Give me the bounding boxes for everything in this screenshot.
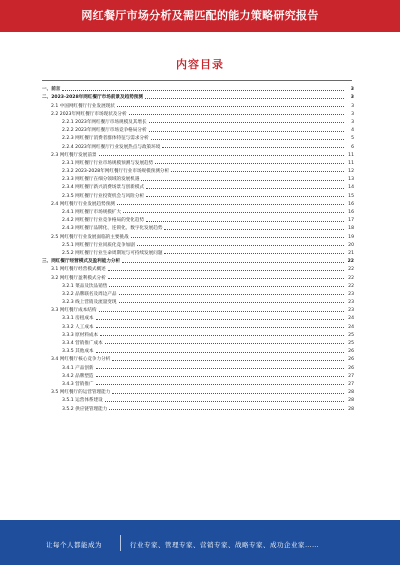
toc-leader-dots [109, 286, 344, 287]
toc-leader-dots [123, 212, 344, 213]
toc-leader-dots [137, 245, 344, 246]
toc-leader-dots [164, 229, 344, 230]
toc-leader-dots [155, 163, 344, 164]
toc-leader-dots [112, 393, 344, 394]
toc-entry-page: 5 [351, 136, 354, 142]
toc-leader-dots [99, 311, 344, 312]
toc-leader-dots [146, 221, 344, 222]
toc-entry-page: 27 [348, 373, 354, 379]
toc-entry[interactable] [42, 354, 354, 362]
toc-entry[interactable] [42, 174, 354, 182]
toc-leader-dots [164, 253, 344, 254]
toc-entry-page: 21 [348, 250, 354, 256]
toc-entry[interactable] [42, 92, 354, 100]
toc-entry-page: 20 [348, 242, 354, 248]
toc-leader-dots [162, 147, 344, 148]
toc-entry-page: 18 [348, 226, 354, 232]
toc-entry-label: 2.5.2 网红餐厅行业生命周期短与可持续发展问题 [62, 250, 163, 256]
toc-entry-page: 26 [348, 365, 354, 371]
toc-entry-page: 28 [348, 406, 354, 412]
toc-entry[interactable] [42, 141, 354, 149]
toc-entry-page: 12 [348, 169, 354, 175]
toc-leader-dots [100, 335, 344, 336]
toc-entry-label: 3.3.5 其他成本 [62, 349, 94, 355]
toc-entry-label: 3.4.1 产品创新 [62, 365, 94, 371]
toc-entry-label: 2.2.4 2023年网红餐厅行业发展热点与政策环境 [62, 144, 161, 150]
toc-entry[interactable] [42, 371, 354, 379]
toc-leader-dots [96, 384, 344, 385]
toc-entry-label: 3.4.2 品牌塑造 [62, 373, 94, 379]
toc-entry-label: 2.3 网红餐厅发展前景 [51, 152, 97, 158]
toc-entry-page: 13 [348, 177, 354, 183]
toc-leader-dots [171, 171, 344, 172]
toc-entry[interactable] [42, 313, 354, 321]
toc-entry-label: 3.2 网红餐厅盈利模式分析 [51, 275, 106, 281]
toc-entry-page: 25 [348, 332, 354, 338]
toc-entry-page: 26 [348, 357, 354, 363]
toc-title: 内容目录 [176, 58, 224, 71]
toc-leader-dots [145, 98, 344, 99]
toc-entry-page: 22 [347, 259, 354, 265]
toc-entry-label: 3.3.4 营销推广成本 [62, 341, 103, 346]
toc-leader-dots [122, 262, 344, 263]
toc-entry-page: 11 [348, 152, 354, 158]
toc-entry-label: 一、前言 [42, 87, 61, 93]
toc-entry-page: 22 [348, 267, 354, 273]
toc-leader-dots [96, 376, 344, 377]
toc-entry[interactable] [42, 379, 354, 387]
toc-leader-dots [119, 302, 345, 303]
toc-entry[interactable] [42, 281, 354, 289]
toc-entry-label: 3.2.3 线上营销及流量变现 [62, 300, 117, 306]
toc-leader-dots [96, 352, 344, 353]
toc-entry-label: 3.2.2 品牌联名及周边产品 [62, 291, 117, 297]
toc-entry-page: 19 [348, 234, 354, 240]
toc-entry-label: 3.5.1 运营体系建设 [62, 398, 103, 404]
footer-slogan-left: 让每个人都能成为 [46, 541, 102, 549]
toc-entry-page: 24 [348, 316, 354, 322]
toc-entry[interactable] [42, 264, 354, 272]
toc-entry[interactable] [42, 125, 354, 133]
toc-entry-label: 2.2.3 网红餐厅消费者群体特征与需求分析 [62, 136, 149, 142]
toc-entry[interactable] [42, 403, 354, 411]
toc-entry-label: 2.5.1 网红餐厅行业同质化竞争加剧 [62, 242, 135, 248]
toc-entry[interactable] [42, 305, 354, 313]
toc-leader-dots [96, 368, 344, 369]
toc-leader-dots [108, 278, 344, 279]
toc-entry[interactable] [42, 272, 354, 280]
toc-entry-label: 3.3.3 原材料成本 [62, 332, 99, 338]
toc-entry[interactable] [42, 166, 354, 174]
toc-entry[interactable] [42, 330, 354, 338]
toc-leader-dots [117, 204, 344, 205]
toc-entry[interactable] [42, 133, 354, 141]
toc-entry-label: 3.3 网红餐厅成本结构 [51, 308, 97, 314]
toc-entry-page: 16 [348, 201, 354, 207]
toc-entry-label: 2.3.4 网红餐厅新兴消费场景与创新模式 [62, 185, 145, 191]
toc-entry-page: 28 [348, 398, 354, 404]
toc-entry-label: 三、网红餐厅经营模式及盈利能力分析 [42, 259, 121, 265]
toc-entry[interactable] [42, 182, 354, 190]
toc-entry[interactable] [42, 199, 354, 207]
toc-leader-dots [112, 360, 344, 361]
toc-leader-dots [146, 196, 344, 197]
toc-entry[interactable] [42, 207, 354, 215]
toc-entry[interactable] [42, 362, 354, 370]
footer-slogan-right: 行业专家、管理专家、营销专家、战略专家、成功企业家…… [130, 541, 319, 549]
toc-entry-label: 3.1 网红餐厅经营模式概述 [51, 267, 106, 273]
toc-divider [42, 80, 352, 81]
toc-leader-dots [146, 188, 344, 189]
toc-entry-page: 27 [348, 381, 354, 387]
toc-entry[interactable] [42, 190, 354, 198]
toc-entry-page: 15 [348, 193, 354, 199]
toc-entry[interactable] [42, 231, 354, 239]
toc-entry-label: 2.1 中国网红餐厅行业发展现状 [51, 103, 115, 109]
toc-entry-label: 2.2.1 2023年网红餐厅市场规模及其增长 [62, 119, 147, 125]
toc-entry[interactable] [42, 387, 354, 395]
toc-entry-page: 23 [348, 308, 354, 314]
toc-entry[interactable] [42, 338, 354, 346]
table-of-contents [42, 84, 354, 412]
toc-entry-page: 16 [348, 210, 354, 215]
toc-entry[interactable] [42, 395, 354, 403]
toc-entry[interactable] [42, 109, 354, 117]
toc-entry-page: 3 [350, 95, 354, 101]
toc-entry[interactable] [42, 248, 354, 256]
toc-entry-page: 3 [351, 119, 354, 125]
toc-leader-dots [117, 106, 344, 107]
toc-entry-label: 3.5 网红餐厅的运营管理能力 [51, 390, 111, 396]
toc-entry-page: 11 [348, 160, 354, 166]
toc-leader-dots [151, 139, 344, 140]
toc-leader-dots [108, 270, 344, 271]
toc-entry-page: 6 [351, 144, 354, 150]
toc-entry-label: 2.3.2 2023-2028年网红餐厅行业市场规模预测分析 [62, 169, 170, 175]
toc-entry-label: 3.3.2 人工成本 [62, 324, 94, 330]
toc-entry-label: 2.4 网红餐厅行业发展趋势预测 [51, 201, 115, 207]
toc-entry-label: 3.5.2 供应链管理能力 [62, 406, 108, 412]
toc-leader-dots [129, 114, 344, 115]
toc-leader-dots [149, 131, 344, 132]
toc-leader-dots [119, 294, 345, 295]
toc-entry[interactable] [42, 321, 354, 329]
toc-entry-label: 2.3.3 网红餐厅在细分领域的发展机遇 [62, 177, 140, 183]
toc-entry[interactable] [42, 240, 354, 248]
toc-entry-label: 3.3.1 房租成本 [62, 316, 94, 322]
toc-entry-label: 3.2.1 菜品及饮品销售 [62, 283, 108, 289]
toc-entry-page: 22 [348, 283, 354, 289]
toc-entry-page: 17 [348, 218, 354, 224]
toc-entry[interactable] [42, 150, 354, 158]
toc-entry-label: 2.3.5 网红餐厅行业投资机会与风险分析 [62, 193, 145, 199]
toc-entry-page: 14 [348, 185, 354, 191]
toc-entry-label: 2.4.2 网红餐厅行业竞争格局的变化趋势 [62, 218, 145, 224]
toc-leader-dots [109, 409, 344, 410]
toc-entry[interactable] [42, 346, 354, 354]
footer-divider [120, 535, 121, 551]
toc-entry[interactable] [42, 215, 354, 223]
toc-leader-dots [62, 90, 344, 91]
toc-entry-label: 3.4.3 营销推广 [62, 381, 94, 387]
toc-entry-label: 2.5 网红餐厅行业发展面临的主要挑战 [51, 234, 129, 240]
toc-entry[interactable] [42, 289, 354, 297]
toc-entry-page: 3 [350, 87, 354, 93]
toc-entry-page: 3 [351, 111, 354, 117]
toc-entry-page: 3 [351, 103, 354, 109]
toc-leader-dots [141, 180, 344, 181]
toc-leader-dots [149, 122, 344, 123]
toc-entry[interactable] [42, 117, 354, 125]
toc-entry[interactable] [42, 84, 354, 92]
toc-entry-page: 24 [348, 324, 354, 330]
toc-entry-label: 2.3.1 网红餐厅行业市场规模预测与发展趋势 [62, 160, 154, 166]
toc-entry[interactable] [42, 100, 354, 108]
toc-entry-label: 二、2023-2028年网红餐厅市场前景及趋势预测 [42, 95, 143, 101]
report-title: 网红餐厅市场分析及需匹配的能力策略研究报告 [81, 9, 319, 22]
toc-leader-dots [131, 237, 344, 238]
toc-leader-dots [99, 155, 344, 156]
toc-entry-label: 3.4 网红餐厅核心竞争力分析 [51, 357, 111, 363]
toc-entry[interactable] [42, 223, 354, 231]
toc-leader-dots [105, 343, 344, 344]
toc-leader-dots [96, 327, 344, 328]
toc-entry-label: 2.4.1 网红餐厅市场规模扩大 [62, 210, 122, 215]
toc-entry-page: 25 [348, 341, 354, 346]
toc-leader-dots [96, 319, 344, 320]
toc-entry[interactable] [42, 297, 354, 305]
toc-entry-page: 23 [348, 300, 354, 306]
toc-entry-label: 2.2.2 2023年网红餐厅市场竞争格局分析 [62, 128, 147, 134]
toc-entry-page: 23 [348, 291, 354, 297]
toc-entry-page: 4 [351, 128, 354, 134]
toc-entry-page: 26 [348, 349, 354, 355]
toc-entry[interactable] [42, 158, 354, 166]
toc-entry-label: 2.2 2023年网红餐厅市场现状及分析 [51, 111, 127, 117]
toc-entry[interactable] [42, 256, 354, 264]
toc-entry-label: 2.4.3 网红餐厅品牌化、连锁化、数字化发展趋势 [62, 226, 163, 232]
toc-entry-page: 28 [348, 390, 354, 396]
toc-leader-dots [105, 401, 344, 402]
toc-entry-page: 22 [348, 275, 354, 281]
